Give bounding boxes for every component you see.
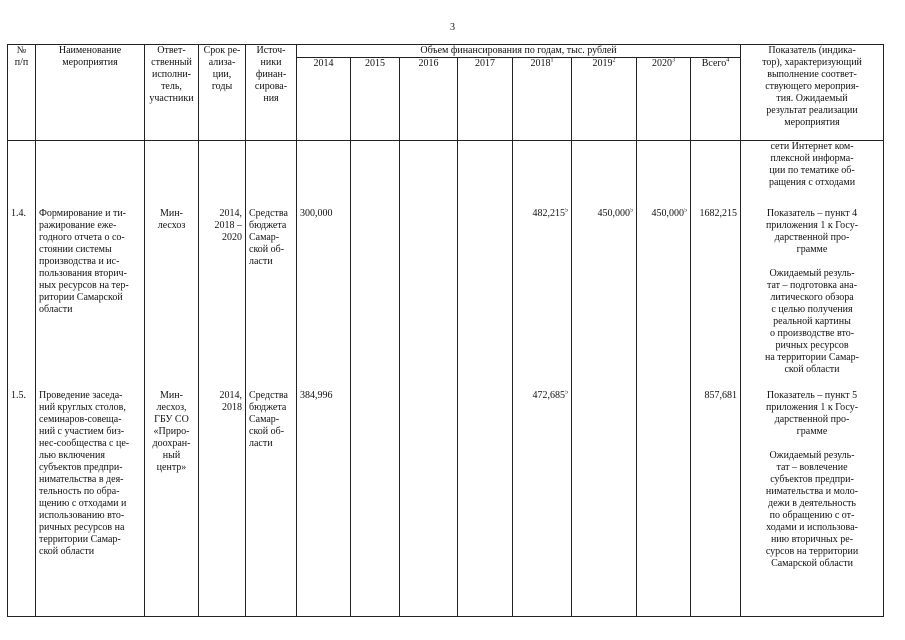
header-year-2018: 2018$^1$ xyxy=(513,58,572,141)
header-total: Всего$^4$ xyxy=(691,58,741,141)
footnote-mark: 2 xyxy=(612,57,616,64)
header-year-2017: 2017 xyxy=(458,58,513,141)
row-total: 857,681 xyxy=(691,390,741,617)
row-value-2019 xyxy=(572,390,637,617)
row-value-2017 xyxy=(458,208,513,390)
header-year-2015: 2015 xyxy=(351,58,400,141)
header-responsible: Ответ- ственный исполни- тель, участники xyxy=(145,45,199,141)
row-value-2017 xyxy=(458,390,513,617)
row-responsible: Мин- лесхоз xyxy=(145,208,199,390)
header-year-2019: 2019$^2$ xyxy=(572,58,637,141)
row-term: 2014, 2018 – 2020 xyxy=(199,208,246,390)
row-number: 1.5. xyxy=(8,390,36,617)
footnote-mark: 5 xyxy=(565,389,568,396)
row-value-2019: 450,000$^5$ xyxy=(572,208,637,390)
header-term: Срок ре- ализа- ции, годы xyxy=(199,45,246,141)
table-row xyxy=(8,390,884,617)
header-source: Источ- ники финан- сирова- ния xyxy=(246,45,297,141)
row-value-2018: 482,215$^5$ xyxy=(513,208,572,390)
header-funding-title: Объем финансирования по годам, тыс. рублей xyxy=(297,45,741,58)
footnote-mark: 1 xyxy=(550,57,554,64)
header-year-2014: 2014 xyxy=(297,58,351,141)
row-value-2015 xyxy=(351,208,400,390)
row-source: Средства бюджета Самар- ской об- ласти xyxy=(246,208,297,390)
row-value-2016 xyxy=(400,208,458,390)
footnote-mark: 5 xyxy=(630,207,633,214)
table-row xyxy=(8,141,884,194)
header-indicator: Показатель (индика- тор), характеризующий выполнение соответ- ствующего мероприя- тия. Ожидаемый результат реализации мероприятия xyxy=(741,45,884,141)
row-value-2015 xyxy=(351,390,400,617)
row-value-2018: 472,685$^5$ xyxy=(513,390,572,617)
row-number: 1.4. xyxy=(8,208,36,390)
row-name: Проведение заседа- ний круглых столов, семинаров-совеща- ний с участием биз- нес-сообщества с це- лью включения субъектов предпри- нимательства в дея- тельность по обра- щению с отходами и использованию вто- ричных ресурсов на территории Самар- ской области xyxy=(36,390,145,617)
continued-indicator-text: сети Интернет ком- плексной информа- ции по тематике об- ращения с отходами xyxy=(741,141,884,194)
funding-table xyxy=(7,44,884,617)
header-no: № п/п xyxy=(8,45,36,141)
row-indicator: Показатель – пункт 5 приложения 1 к Госу- дарственной про- грамме Ожидаемый резуль- тат – вовлечение субъектов предпри- нимательства и моло- дежи в деятельность по обращению с от- ходами и использова- нию вторичных ре- сурсов на территории Самарской области xyxy=(741,390,884,617)
page-number: 3 xyxy=(450,22,455,33)
row-indicator: Показатель – пункт 4 приложения 1 к Госу- дарственной про- грамме Ожидаемый резуль- тат – подготовка ана- литического обзора с целью получения реальной картины о производстве вто- ричных ресурсов на территории Самар- ской области xyxy=(741,208,884,390)
footnote-mark: 4 xyxy=(726,57,730,64)
footnote-mark: 5 xyxy=(684,207,687,214)
row-value-2016 xyxy=(400,390,458,617)
header-name: Наименование мероприятия xyxy=(36,45,145,141)
row-value-2020: 450,000$^5$ xyxy=(637,208,691,390)
footnote-mark: 5 xyxy=(565,207,568,214)
row-source: Средства бюджета Самар- ской об- ласти xyxy=(246,390,297,617)
row-value-2014: 300,000 xyxy=(297,208,351,390)
footnote-mark: 3 xyxy=(672,57,675,64)
header-year-2016: 2016 xyxy=(400,58,458,141)
row-term: 2014, 2018 xyxy=(199,390,246,617)
row-total: 1682,215 xyxy=(691,208,741,390)
row-value-2020 xyxy=(637,390,691,617)
table-row xyxy=(8,208,884,390)
header-year-2020: 2020$^3$ xyxy=(637,58,691,141)
row-value-2014: 384,996 xyxy=(297,390,351,617)
row-name: Формирование и ти- ражирование еже- годного отчета о со- стоянии системы производства и ис- пользования вторич- ных ресурсов на тер- ритории Самарской области xyxy=(36,208,145,390)
row-responsible: Мин- лесхоз, ГБУ СО «Приро- доохран- ный центр» xyxy=(145,390,199,617)
